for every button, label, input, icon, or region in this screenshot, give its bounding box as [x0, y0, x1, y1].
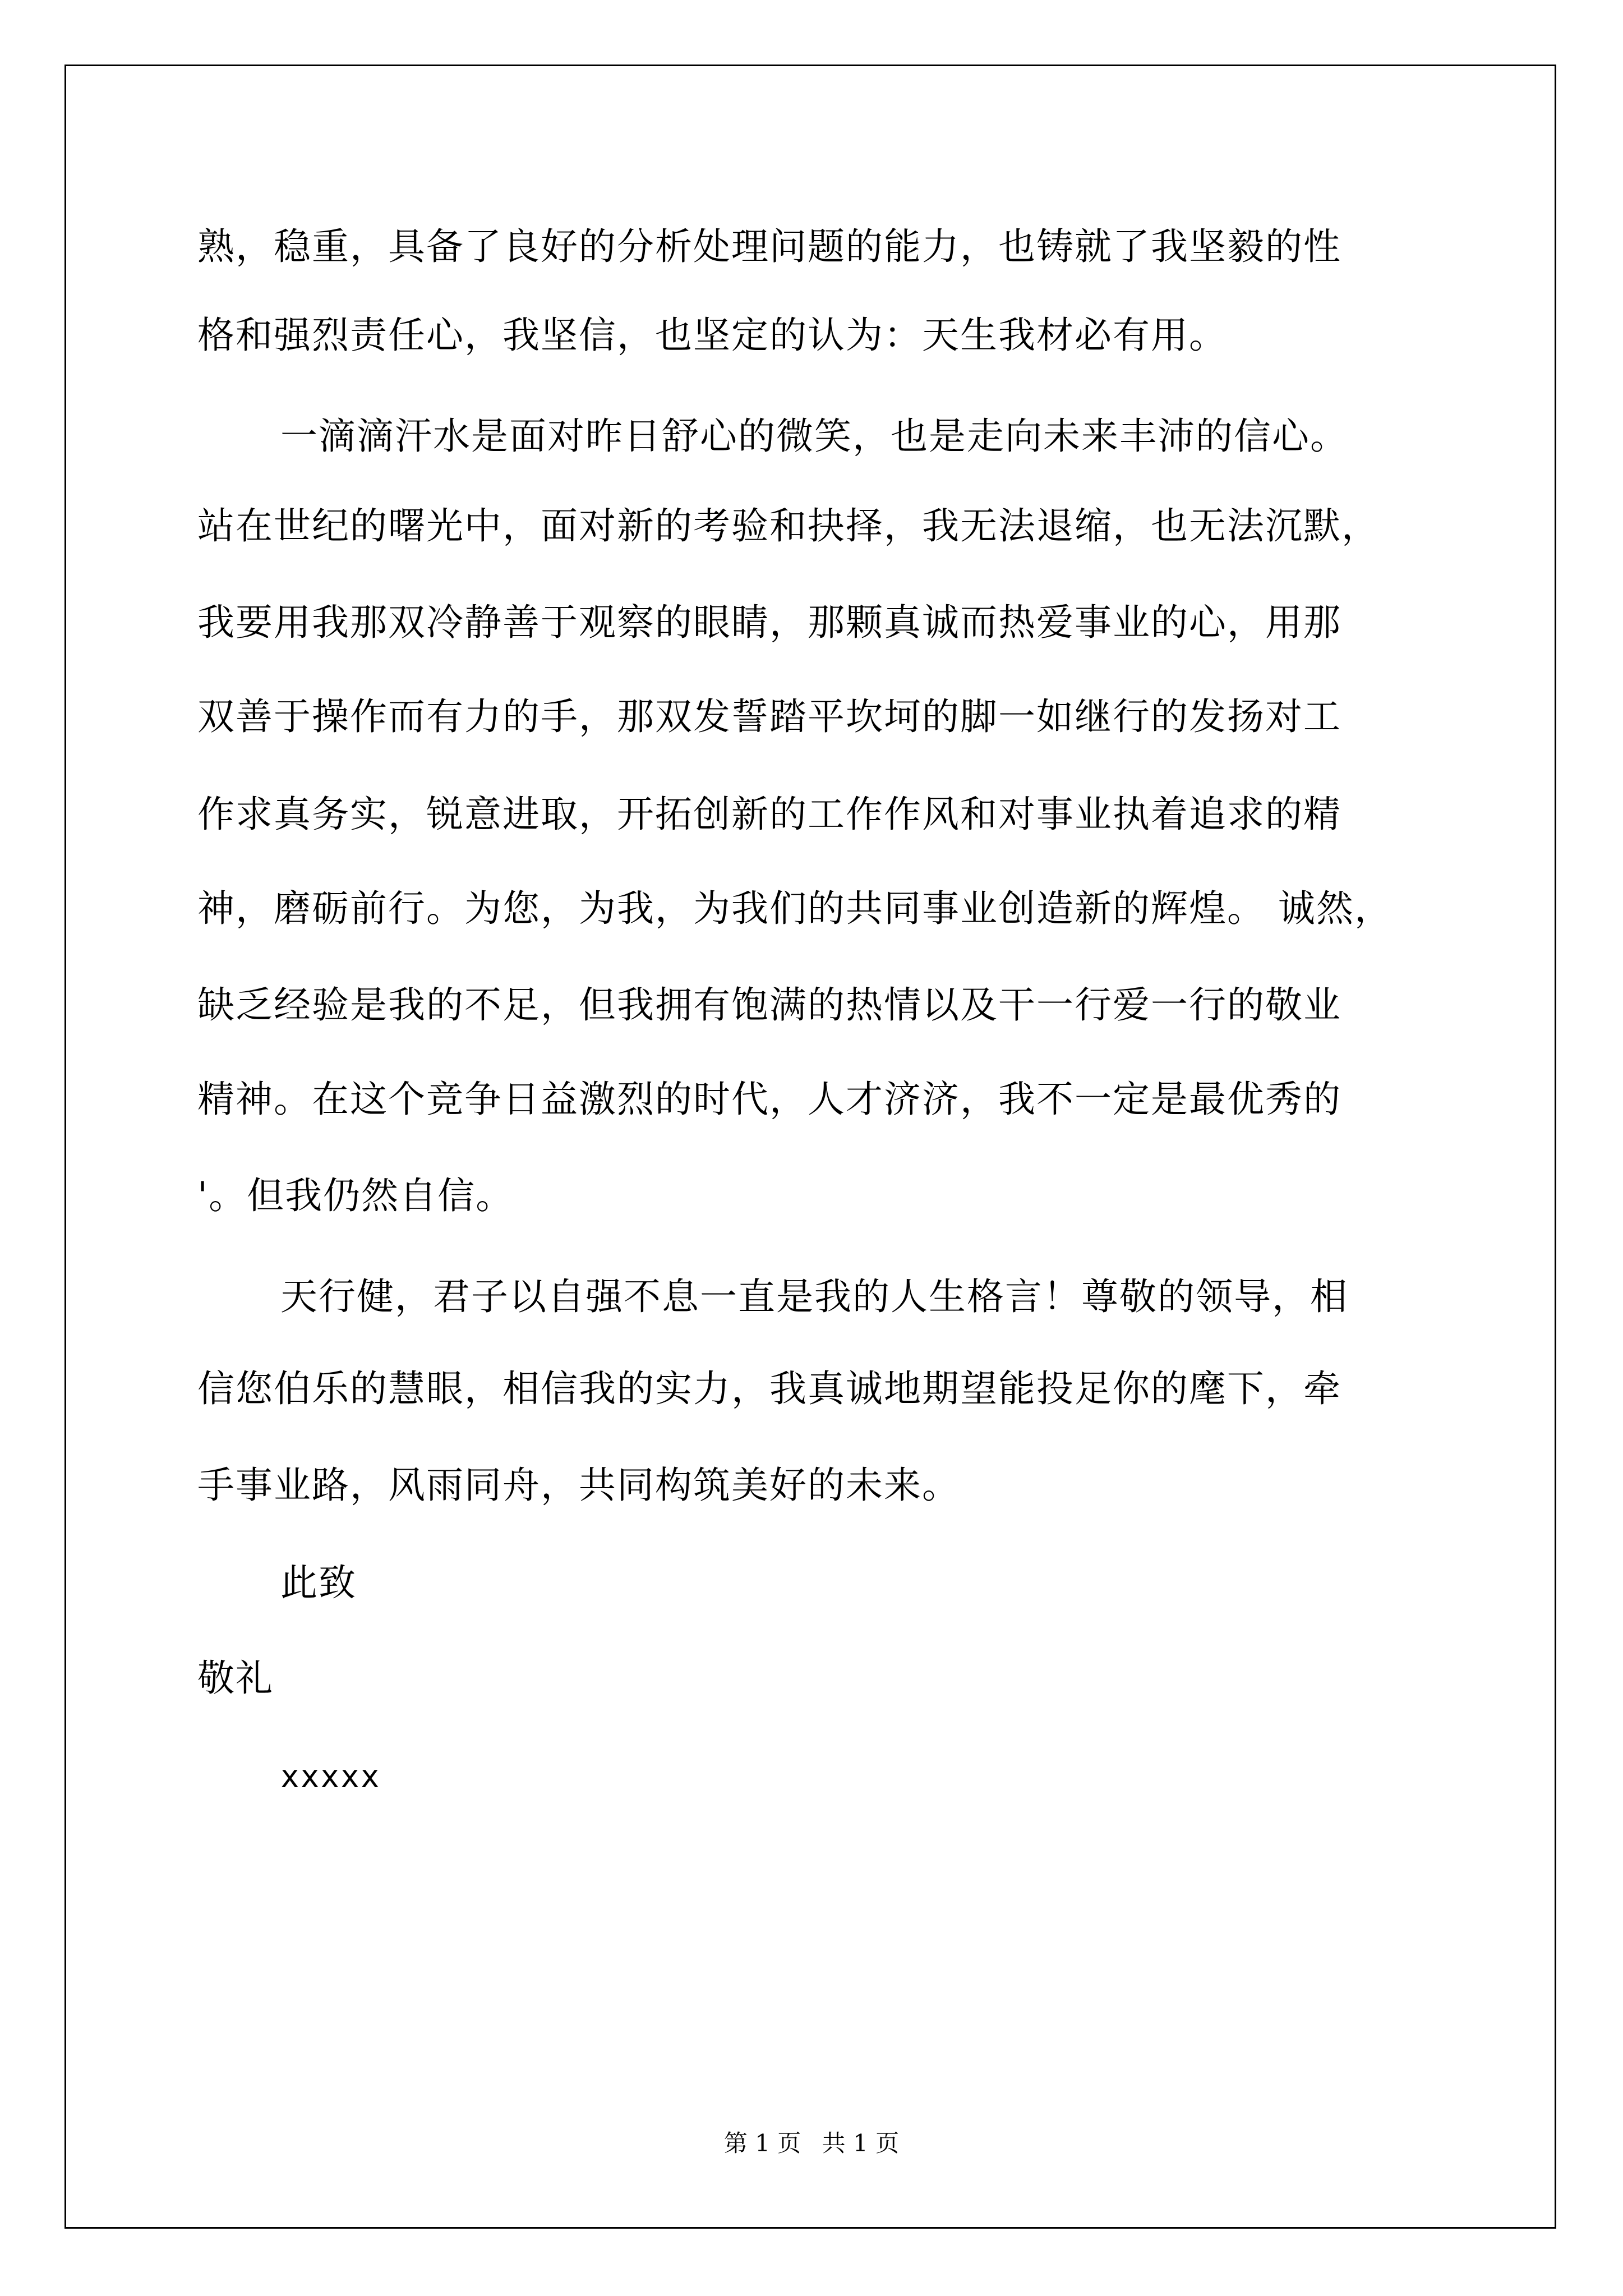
paragraph-line: 格和强烈责任心，我坚信，也坚定的认为：天生我材必有用。: [197, 314, 1227, 357]
page-number: 第 1 页: [723, 2129, 801, 2157]
paragraph-line: 双善于操作而有力的手，那双发誓踏平坎坷的脚一如继行的发扬对工: [197, 695, 1341, 738]
signature-text: xxxxx: [280, 1759, 381, 1795]
paragraph-line: 缺乏经验是我的不足，但我拥有饱满的热情以及干一行爱一行的敬业: [197, 983, 1341, 1027]
paragraph-line: 我要用我那双冷静善于观察的眼睛，那颗真诚而热爱事业的心，用那: [197, 601, 1341, 644]
paragraph-line: 一滴滴汗水是面对昨日舒心的微笑，也是走向未来丰沛的信心。: [280, 415, 1348, 458]
paragraph-line: '。但我仍然自信。: [197, 1174, 514, 1217]
salutation-text: 敬礼: [197, 1657, 274, 1700]
page-total: 共 1 页: [822, 2129, 900, 2157]
paragraph-line: 手事业路，风雨同舟，共同构筑美好的未来。: [197, 1464, 960, 1507]
paragraph-line: 神，磨砺前行。为您，为我，为我们的共同事业创造新的辉煌。 诚然，: [197, 887, 1393, 930]
paragraph-line: 精神。在这个竞争日益激烈的时代，人才济济，我不一定是最优秀的: [197, 1078, 1341, 1121]
page-frame: [64, 65, 1556, 2229]
paragraph-line: 天行健，君子以自强不息一直是我的人生格言！尊敬的领导，相: [280, 1275, 1348, 1318]
paragraph-line: 信您伯乐的慧眼，相信我的实力，我真诚地期望能投足你的麾下，牵: [197, 1367, 1341, 1410]
closing-text: 此致: [280, 1561, 357, 1604]
page-footer: [0, 2129, 1623, 2157]
paragraph-line: 熟，稳重，具备了良好的分析处理问题的能力，也铸就了我坚毅的性: [197, 225, 1341, 268]
paragraph-line: 站在世纪的曙光中，面对新的考验和抉择，我无法退缩，也无法沉默，: [197, 504, 1380, 547]
paragraph-line: 作求真务实，锐意进取，开拓创新的工作作风和对事业执着追求的精: [197, 793, 1341, 836]
